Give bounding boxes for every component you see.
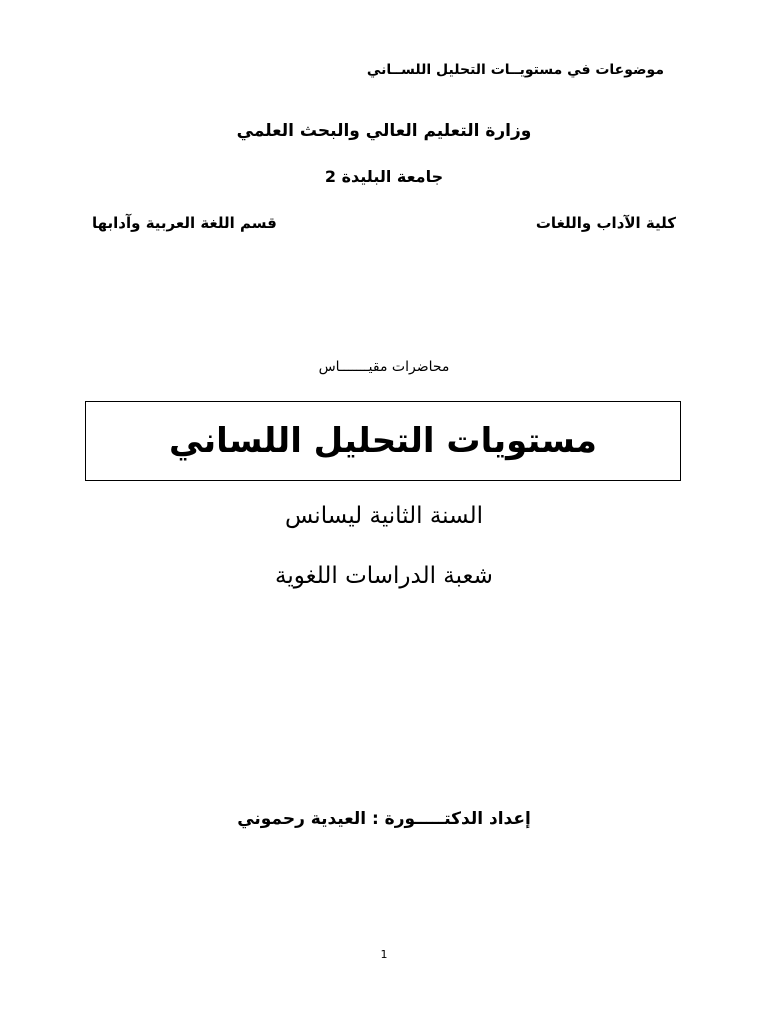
running-header: موضوعات في مستويــات التحليل اللســاني [366,62,664,78]
academic-year: السنة الثانية ليسانس [284,503,484,529]
course-title: مستويات التحليل اللساني [169,421,597,461]
lectures-label: محاضرات مقيـــــــاس [318,359,450,375]
university-name: جامعة البليدة 2 [324,167,444,186]
page-number: 1 [380,948,388,961]
ministry-name: وزارة التعليم العالي والبحث العلمي [236,121,532,141]
author-line: إعداد الدكتـــــورة : العيدية رحموني [237,809,531,829]
department-name: قسم اللغة العربية وآدابها [92,214,277,232]
study-branch: شعبة الدراسات اللغوية [275,563,493,589]
title-box [85,401,681,481]
faculty-name: كلية الآداب واللغات [535,214,676,232]
